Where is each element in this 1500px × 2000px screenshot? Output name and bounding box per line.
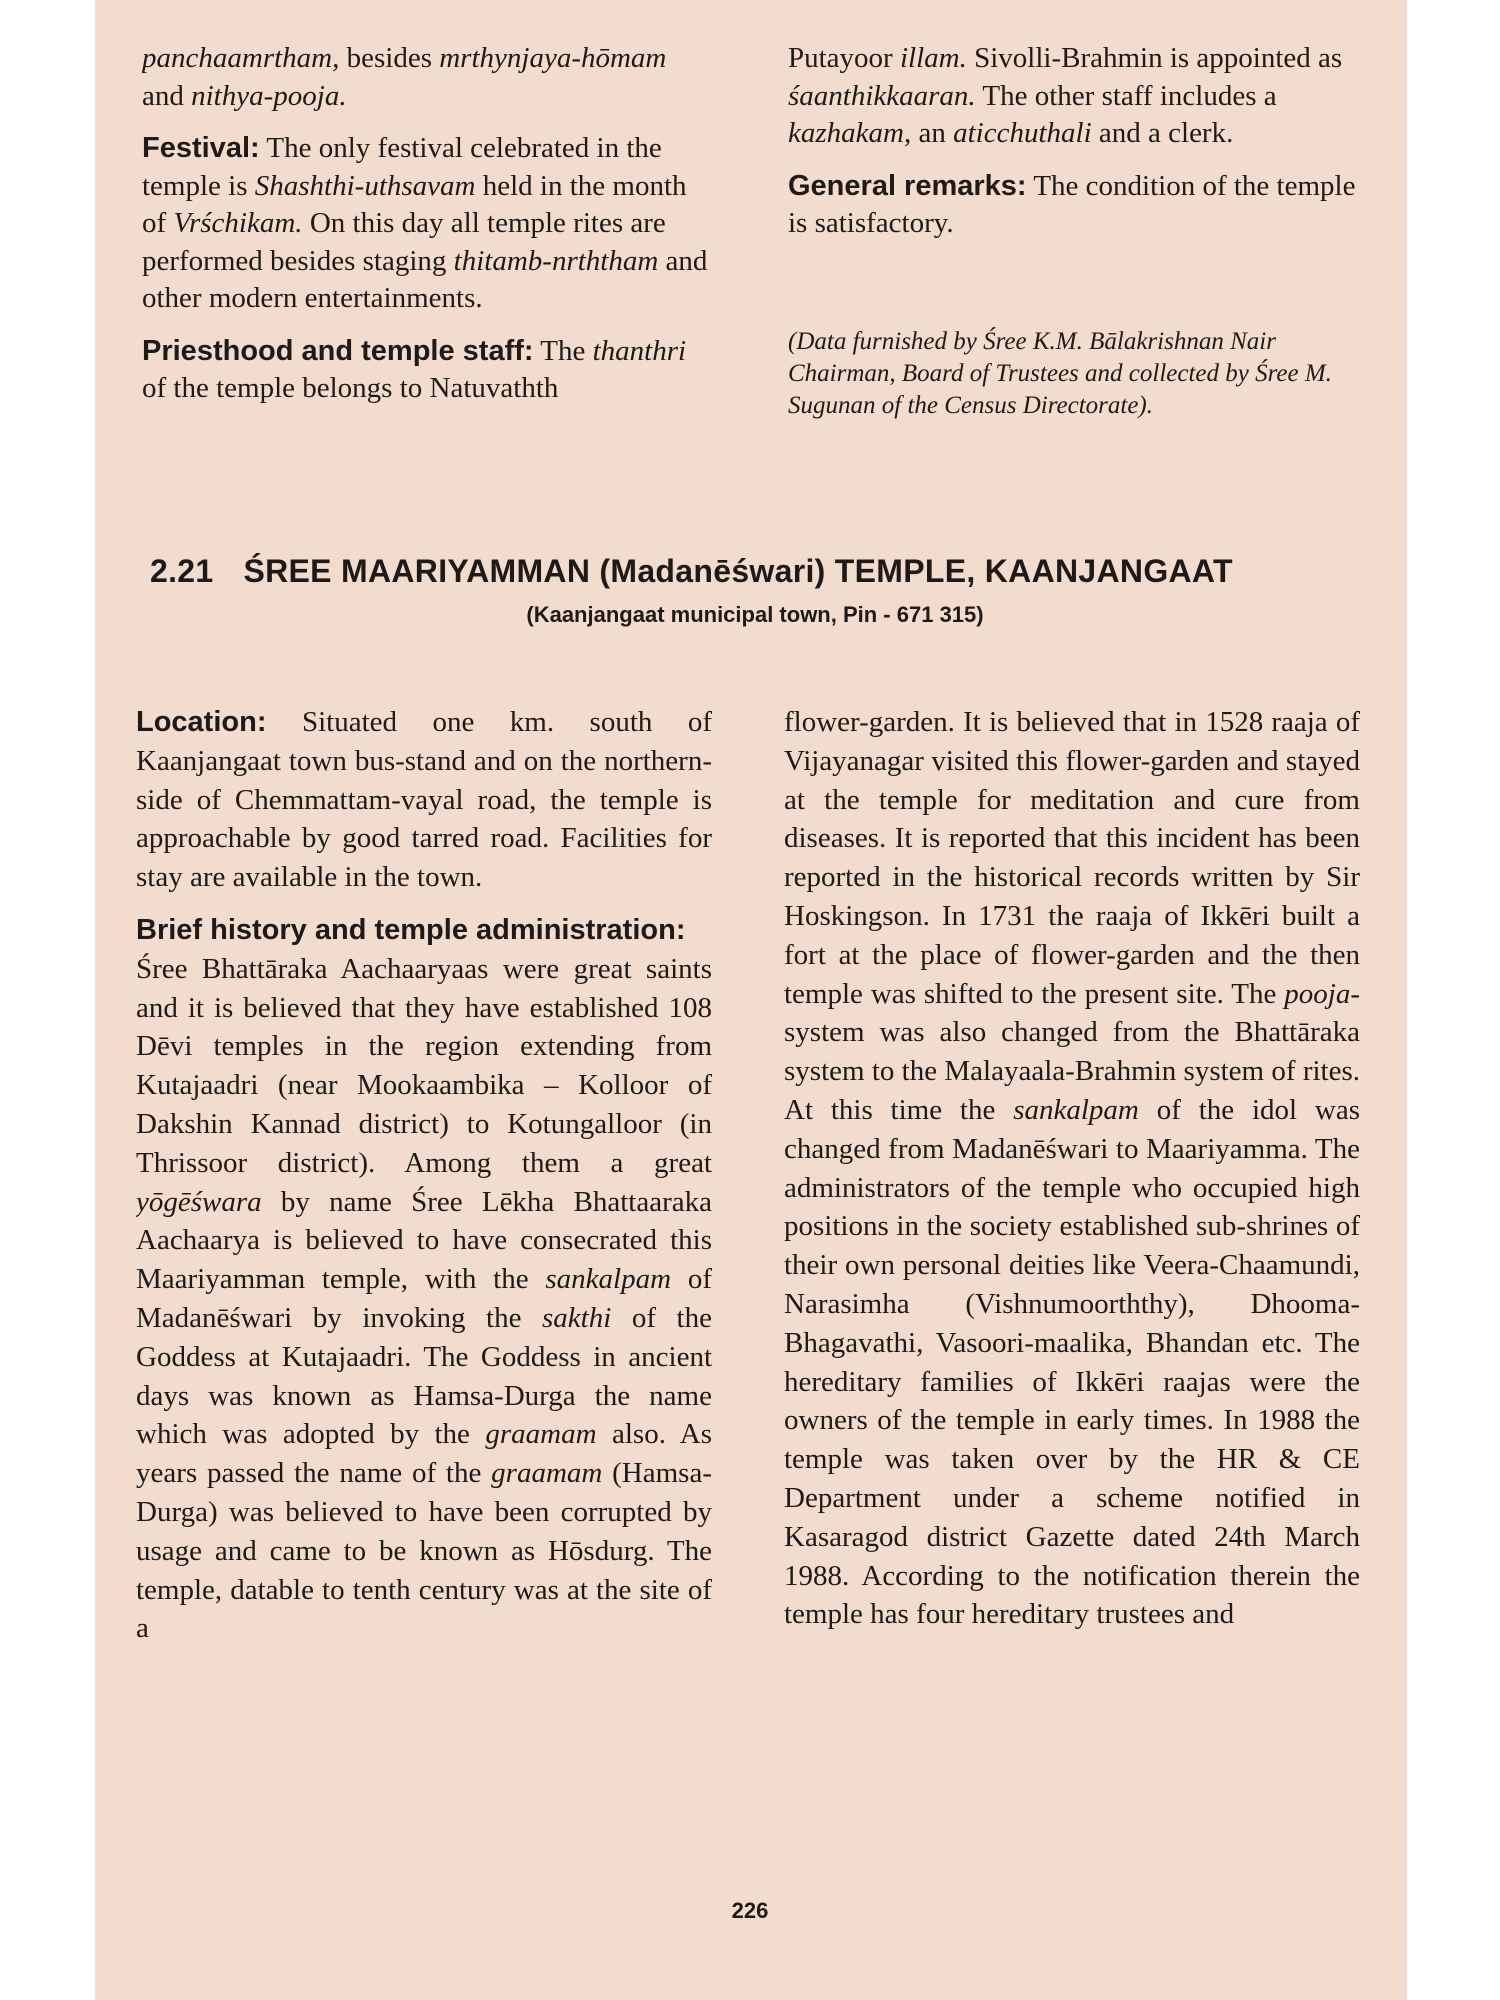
festival-paragraph: Festival: The only festival celebrated in the temple is Shashthi-uthsavam held in the month of Vrśchikam. On this day all temple rites are performed besides staging thitamb-nrththam and other modern entertainments. [142,132,708,314]
general-remarks-label: General remarks: [788,169,1027,202]
data-furnished-note: (Data furnished by Śree K.M. Bālakrishnan Nair Chairman, Board of Trustees and collected by Śree M. Sugunan of the Census Directorate). [788,328,1332,419]
section-title: ŚREE MAARIYAMMAN (Madanēśwari) TEMPLE, KAANJANGAAT [243,553,1233,589]
intro-paragraph: panchaamrtham, besides mrthynjaya-hōmam and nithya-pooja. [142,42,667,112]
priesthood-label: Priesthood and temple staff: [142,334,534,367]
general-remarks: General remarks: The condition of the temple is satisfactory. [788,169,1356,239]
page-number: 226 [731,1898,769,1923]
section-heading [150,553,1360,590]
history-heading: Brief history and temple administration: [136,913,686,946]
section-subtitle: (Kaanjangaat municipal town, Pin - 671 315) [526,602,984,627]
history-paragraph: Śree Bhattāraka Aachaaryaas were great saints and it is believed that they have established 108 Dēvi temples in the region extending from Kutajaadri (near Mookaambika – Kolloor of Dakshin Kannad district) to Kotungalloor (in Thrissoor district). Among them a great yōgēśwara by name Śree Lēkha Bhattaaraka Aachaarya is believed to have consecrated this Maariyamman temple, with the sankalpam of Madanēśwari by invoking the sakthi of the Goddess at Kutajaadri. The Goddess in ancient days was known as Hamsa-Durga the name which was adopted by the graamam also. As years passed the name of the graamam (Hamsa-Durga) was believed to have been corrupted by usage and came to be known as Hōsdurg. The temple, datable to tenth century was at the site of a [136,952,712,1645]
priesthood-paragraph: Priesthood and temple staff: The thanthri of the temple belongs to Natuvathth [142,334,687,404]
festival-label: Festival: [142,132,260,164]
top-left-column [142,40,713,470]
location-paragraph: Location: Situated one km. south of Kaanjangaat town bus-stand and on the northern-side of Chemmattam-vayal road, the temple is approachable by good tarred road. Facilities for stay are available in the town. [136,706,712,894]
section-number: 2.21 [150,553,214,589]
history-continued-paragraph: flower-garden. It is believed that in 1528 raaja of Vijayanagar visited this flower-garden and stayed at the temple for meditation and cure from diseases. It is reported that this incident has been reported in the historical records written by Sir Hoskingson. In 1731 the raaja of Ikkēri built a fort at the place of flower-garden and the then temple was shifted to the present site. The pooja-system was also changed from the Bhattāraka system to the Malayaala-Brahmin system of rites. At this time the sankalpam of the idol was changed from Madanēśwari to Maariyamma. The administrators of the temple who occupied high positions in the society established sub-shrines of their own personal deities like Veera-Chaamundi, Narasimha (Vishnumoorththy), Dhooma-Bhagavathi, Vasoori-maalika, Bhandan etc. The hereditary families of Ikkēri raajas were the owners of the temple in early times. In 1988 the temple was taken over by the HR & CE Department under a scheme notified in Kasaragod district Gazette dated 24th March 1988. According to the notification therein the temple has four hereditary trustees and [784,706,1360,1631]
top-right-column [788,40,1360,330]
body-right-column [784,703,1360,1843]
location-label: Location: [136,706,267,738]
priesthood-continued: Putayoor illam. Sivolli-Brahmin is appointed as śaanthikkaaran. The other staff includes a kazhakam, an aticchuthali and a clerk. [788,42,1343,149]
body-left-column [136,703,712,1843]
